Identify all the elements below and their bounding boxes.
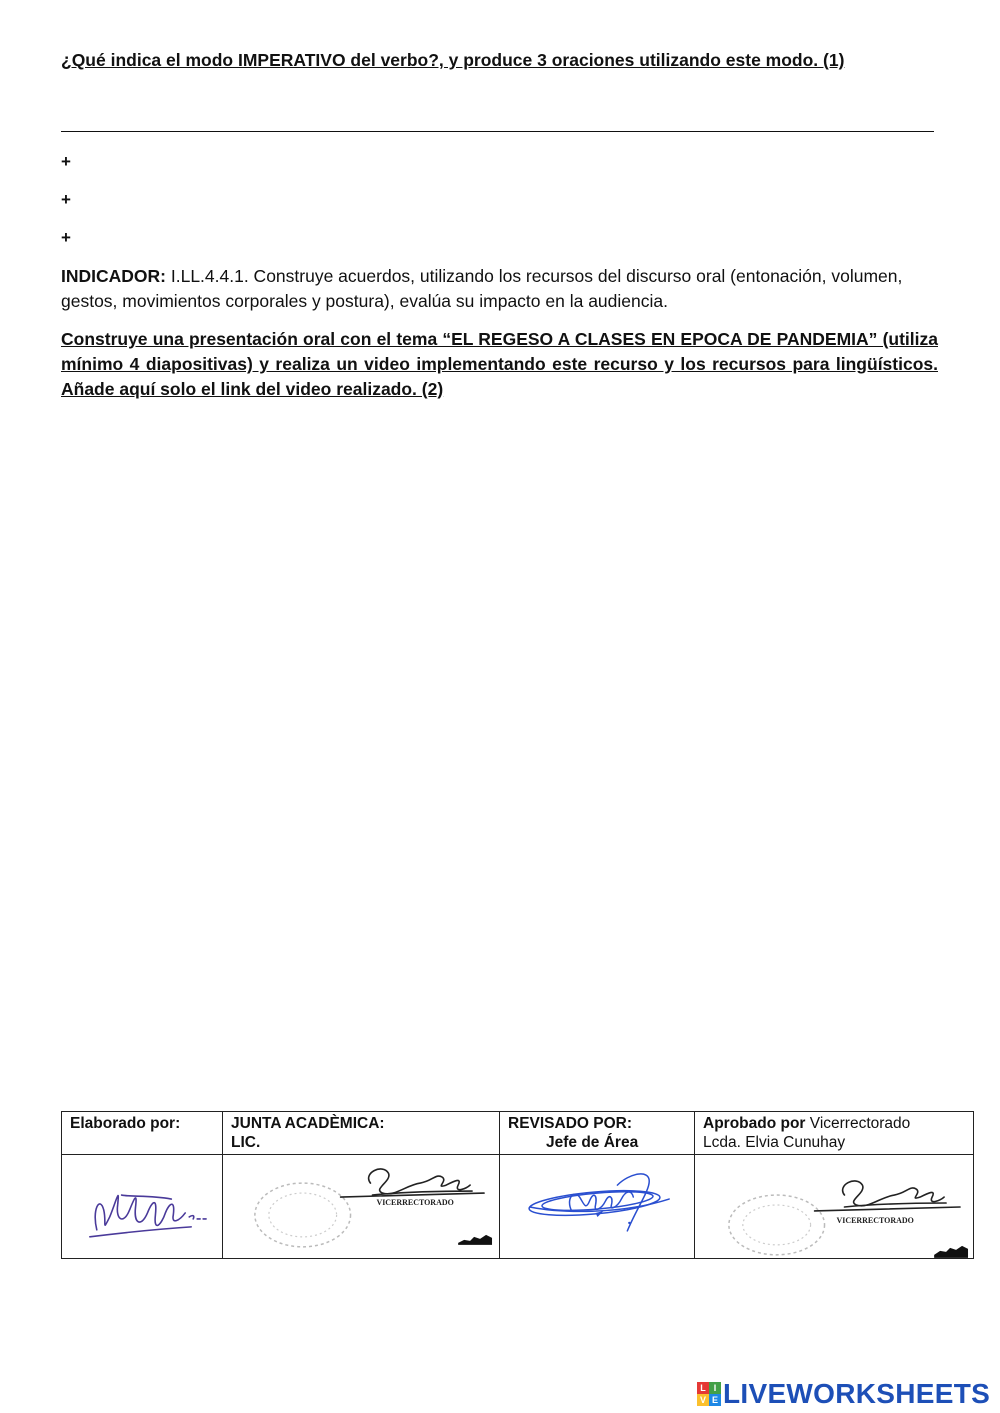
logo-text: LIVEWORKSHEETS [723, 1378, 991, 1409]
question-1: ¿Qué indica el modo IMPERATIVO del verbo?, y produce 3 oraciones utilizando este modo. (1) [61, 50, 845, 70]
stamp-text-junta: VICERRECTORADO [376, 1198, 454, 1208]
revisado-sub: Jefe de Área [546, 1134, 639, 1151]
junta-label: JUNTA ACADÈMICA: [231, 1115, 385, 1132]
elaborado-cell [62, 1112, 223, 1155]
aprobado-signature-cell [695, 1155, 974, 1259]
junta-signature-cell [223, 1155, 500, 1259]
revisado-cell [500, 1112, 695, 1155]
answer-line[interactable] [61, 131, 934, 132]
signature-table [61, 1111, 974, 1259]
bullet-2: + [61, 190, 71, 209]
logo-letter-e: E [709, 1394, 721, 1406]
junta-cell [223, 1112, 500, 1155]
elaborado-signature-cell [62, 1155, 223, 1259]
liveworksheets-logo [697, 1378, 990, 1410]
logo-letter-v: V [697, 1394, 709, 1406]
elaborado-label: Elaborado por: [70, 1115, 181, 1132]
indicator-text: I.LL.4.4.1. Construye acuerdos, utilizando los recursos del discurso oral (entonación, volumen, gestos, movimientos corporales y postura), evalúa su impacto en la audiencia. [61, 266, 903, 311]
logo-letter-i: I [709, 1382, 721, 1394]
stamp-signature-junta [223, 1155, 499, 1258]
bullet-1: + [61, 152, 71, 171]
junta-sub: LIC. [231, 1134, 261, 1151]
question-2: Construye una presentación oral con el tema “EL REGESO A CLASES EN EPOCA DE PANDEMIA” (utiliza mínimo 4 diapositivas) y realiza un video implementando este recurso y los recursos para lingüísticos. Añade aquí solo el link del video realizado. (2) [61, 329, 938, 399]
stamp-text-aprobado: VICERRECTORADO [836, 1215, 914, 1225]
revisado-signature-cell [500, 1155, 695, 1259]
aprobado-value: Vicerrectorado [805, 1115, 911, 1132]
aprobado-name: Lcda. Elvia Cunuhay [703, 1134, 846, 1151]
aprobado-label: Aprobado por [703, 1115, 806, 1132]
stamp-signature-aprobado [695, 1155, 973, 1258]
indicator-paragraph [61, 264, 941, 314]
logo-letter-l: L [697, 1382, 709, 1394]
aprobado-cell [695, 1112, 974, 1155]
logo-mark-icon [697, 1382, 721, 1406]
blue-signature [500, 1155, 694, 1258]
bullet-3: + [61, 228, 71, 247]
revisado-label: REVISADO POR: [508, 1115, 633, 1132]
indicator-label: INDICADOR: [61, 266, 166, 286]
handwritten-signature [62, 1155, 222, 1258]
